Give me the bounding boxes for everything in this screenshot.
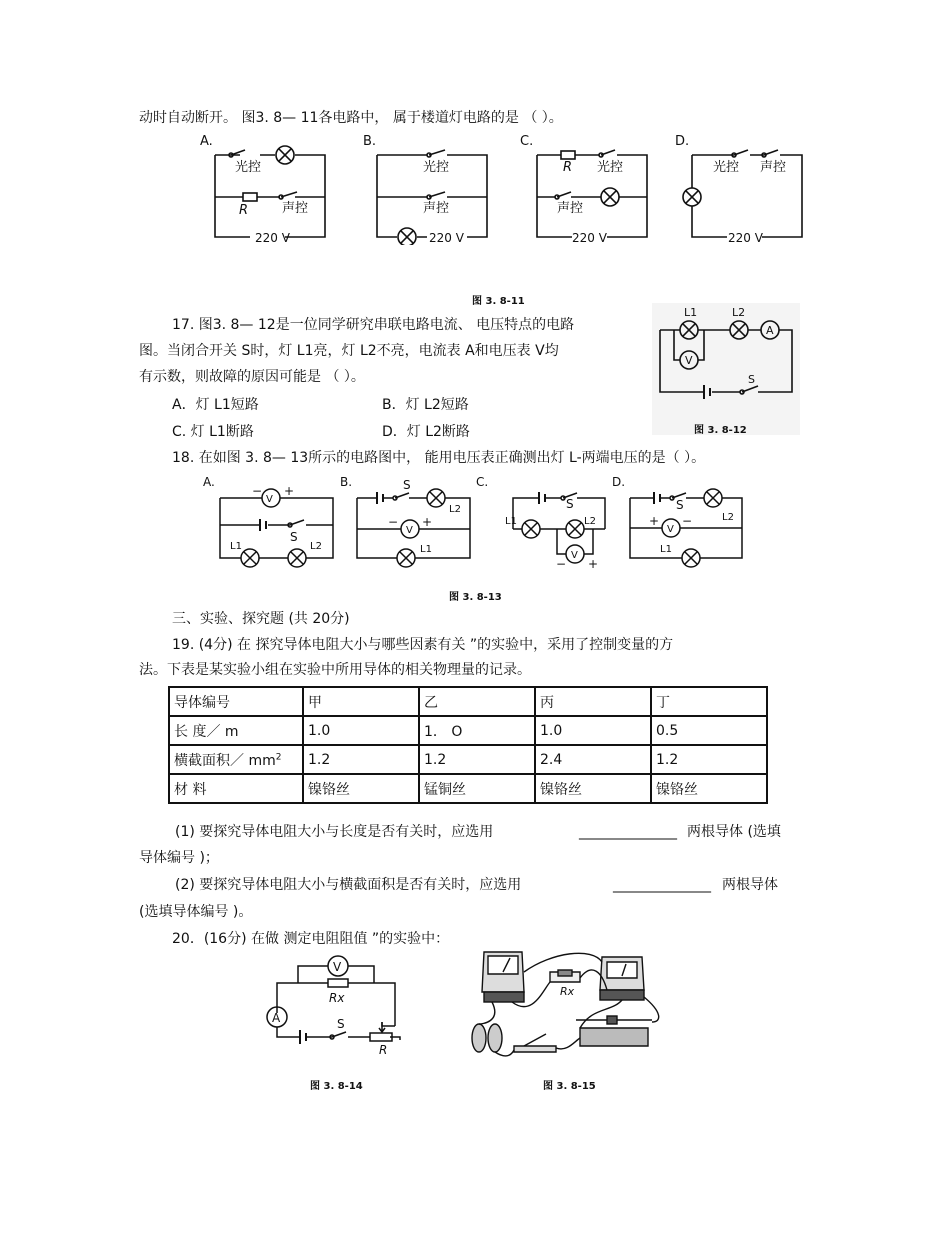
table-row (169, 774, 767, 803)
q19-line1: 19. (4分) 在 探究导体电阻大小与哪些因素有关 ”的实验中，采用了控制变量的方 (172, 637, 674, 653)
svg-text:220 V: 220 V (429, 231, 464, 245)
table-cell: 1.2 (303, 745, 419, 774)
svg-text:220 V: 220 V (728, 231, 763, 245)
table-header-cell: 甲 (303, 687, 419, 716)
svg-text:L1: L1 (684, 306, 698, 319)
svg-text:V: V (667, 524, 674, 535)
table-cell: 长 度／ m (169, 716, 303, 745)
svg-text:V: V (571, 550, 578, 561)
figure-3-8-13 (200, 472, 760, 582)
svg-text:光控: 光控 (235, 160, 262, 175)
table-header-cell: 丁 (651, 687, 767, 716)
table-cell: 0.5 (651, 716, 767, 745)
figure-3-8-12 (652, 303, 800, 435)
table-header-cell: 导体编号 (169, 687, 303, 716)
q19-part2-blank[interactable]: ______________ (613, 877, 711, 893)
table-cell: 1.0 (303, 716, 419, 745)
table-cell: 材 料 (169, 774, 303, 803)
svg-text:L1: L1 (420, 544, 432, 555)
svg-text:R: R (239, 203, 249, 218)
svg-text:S: S (566, 497, 574, 511)
q19-part1-tail: 两根导体 (选填 (687, 824, 781, 840)
caption-3-8-15: 图 3. 8-15 (543, 1081, 596, 1092)
caption-3-8-13: 图 3. 8-13 (449, 592, 502, 603)
q16-option-b: B. (363, 134, 377, 149)
svg-text:−: − (252, 484, 263, 498)
table-cell: 镍铬丝 (535, 774, 651, 803)
q19-part1-line2: 导体编号 )； (139, 850, 219, 866)
svg-text:Rx: Rx (329, 991, 345, 1005)
svg-text:L1: L1 (660, 544, 672, 555)
table-header-cell: 丙 (535, 687, 651, 716)
caption-3-8-14: 图 3. 8-14 (310, 1081, 363, 1092)
svg-text:L2: L2 (722, 512, 734, 523)
svg-text:R: R (563, 160, 573, 175)
conductor-table (168, 686, 768, 804)
table-cell: 锰铜丝 (419, 774, 535, 803)
svg-text:L1: L1 (505, 516, 517, 527)
q17-line3: 有示数，则故障的原因可能是 （ ）。 (139, 369, 365, 385)
q19-part2-tail: 两根导体 (722, 877, 778, 893)
svg-text:声控: 声控 (282, 201, 309, 216)
table-row (169, 745, 767, 774)
svg-text:S: S (290, 530, 298, 544)
svg-text:+: + (422, 515, 433, 529)
table-cell: 1． O (419, 716, 535, 745)
svg-text:+: + (588, 557, 599, 571)
svg-text:220 V: 220 V (572, 231, 607, 245)
svg-text:光控: 光控 (423, 160, 450, 175)
svg-text:S: S (337, 1017, 345, 1031)
q16-text: 动时自动断开。 图3. 8— 11各电路中， 属于楼道灯电路的是 （ ）。 (139, 110, 563, 126)
table-header-cell: 乙 (419, 687, 535, 716)
svg-text:+: + (284, 484, 295, 498)
q18-option-b: B. (340, 475, 353, 489)
svg-text:光控: 光控 (713, 160, 740, 175)
q16-option-c: C. (520, 134, 534, 149)
table-cell: 镍铬丝 (303, 774, 419, 803)
svg-text:R: R (379, 1043, 388, 1056)
q18-option-c: C. (476, 475, 489, 489)
table-cell: 1.0 (535, 716, 651, 745)
svg-text:V: V (406, 525, 413, 536)
svg-text:L1: L1 (230, 541, 242, 552)
svg-text:V: V (685, 354, 693, 367)
svg-text:L2: L2 (732, 306, 746, 319)
table-cell: 1.2 (651, 745, 767, 774)
caption-3-8-11: 图 3. 8-11 (472, 296, 525, 307)
svg-text:S: S (403, 478, 411, 492)
svg-text:A: A (272, 1011, 281, 1025)
q19-part1-text: (1) 要探究导体电阻大小与长度是否有关时，应选用 (175, 824, 494, 840)
q19-part2-text: (2) 要探究导体电阻大小与横截面积是否有关时，应选用 (175, 877, 522, 893)
svg-text:−: − (556, 557, 567, 571)
q20-text: 20．(16分) 在做 测定电阻阻值 ”的实验中： (172, 931, 450, 947)
table-cell: 镍铬丝 (651, 774, 767, 803)
svg-text:L2: L2 (449, 504, 461, 515)
q17-line2: 图。当闭合开关 S时，灯 L1亮，灯 L2不亮，电流表 A和电压表 V均 (139, 343, 559, 359)
q18-option-a: A. (203, 475, 215, 489)
svg-text:−: − (388, 515, 399, 529)
figure-3-8-11 (195, 130, 815, 245)
svg-text:声控: 声控 (423, 201, 450, 216)
q17-option-c: C. 灯 L1断路 (172, 424, 254, 440)
q16-option-d: D. (675, 134, 690, 149)
svg-text:L2: L2 (310, 541, 322, 552)
q18-text: 18. 在如图 3. 8— 13所示的电路图中， 能用电压表正确测出灯 L-两端电压的是（ ）。 (172, 450, 706, 466)
table-header-row (169, 687, 767, 716)
q16-option-a: A. (200, 134, 213, 149)
table-cell: 2.4 (535, 745, 651, 774)
q18-option-d: D. (612, 475, 626, 489)
table-row (169, 716, 767, 745)
svg-text:V: V (266, 494, 273, 505)
svg-text:220 V: 220 V (255, 231, 290, 245)
q17-option-d: D．灯 L2断路 (382, 424, 470, 440)
svg-text:Rx: Rx (560, 985, 575, 998)
svg-text:S: S (676, 498, 684, 512)
svg-text:S: S (748, 373, 755, 386)
svg-text:光控: 光控 (597, 160, 624, 175)
figure-3-8-14 (262, 946, 412, 1056)
svg-text:声控: 声控 (557, 201, 584, 216)
svg-text:−: − (682, 514, 693, 528)
caption-3-8-12: 图 3. 8-12 (694, 425, 747, 436)
table-cell: 横截面积／ $mm^2$ (169, 745, 303, 774)
svg-text:+: + (649, 514, 660, 528)
q17-option-a: A．灯 L1短路 (172, 397, 259, 413)
q17-option-b: B．灯 L2短路 (382, 397, 469, 413)
q17-line1: 17. 图3. 8— 12是一位同学研究串联电路电流、 电压特点的电路 (172, 317, 575, 333)
figure-3-8-15 (462, 942, 667, 1067)
table-cell: 1.2 (419, 745, 535, 774)
svg-text:A: A (766, 324, 774, 337)
q19-line2: 法。下表是某实验小组在实验中所用导体的相关物理量的记录。 (139, 662, 531, 678)
section-heading: 三、实验、探究题 (共 20分) (172, 611, 350, 627)
svg-text:L2: L2 (584, 516, 596, 527)
svg-text:声控: 声控 (760, 160, 787, 175)
q19-part1-blank[interactable]: ______________ (579, 824, 677, 840)
svg-text:V: V (333, 960, 342, 974)
q19-part2-line2: (选填导体编号 )。 (139, 904, 253, 920)
